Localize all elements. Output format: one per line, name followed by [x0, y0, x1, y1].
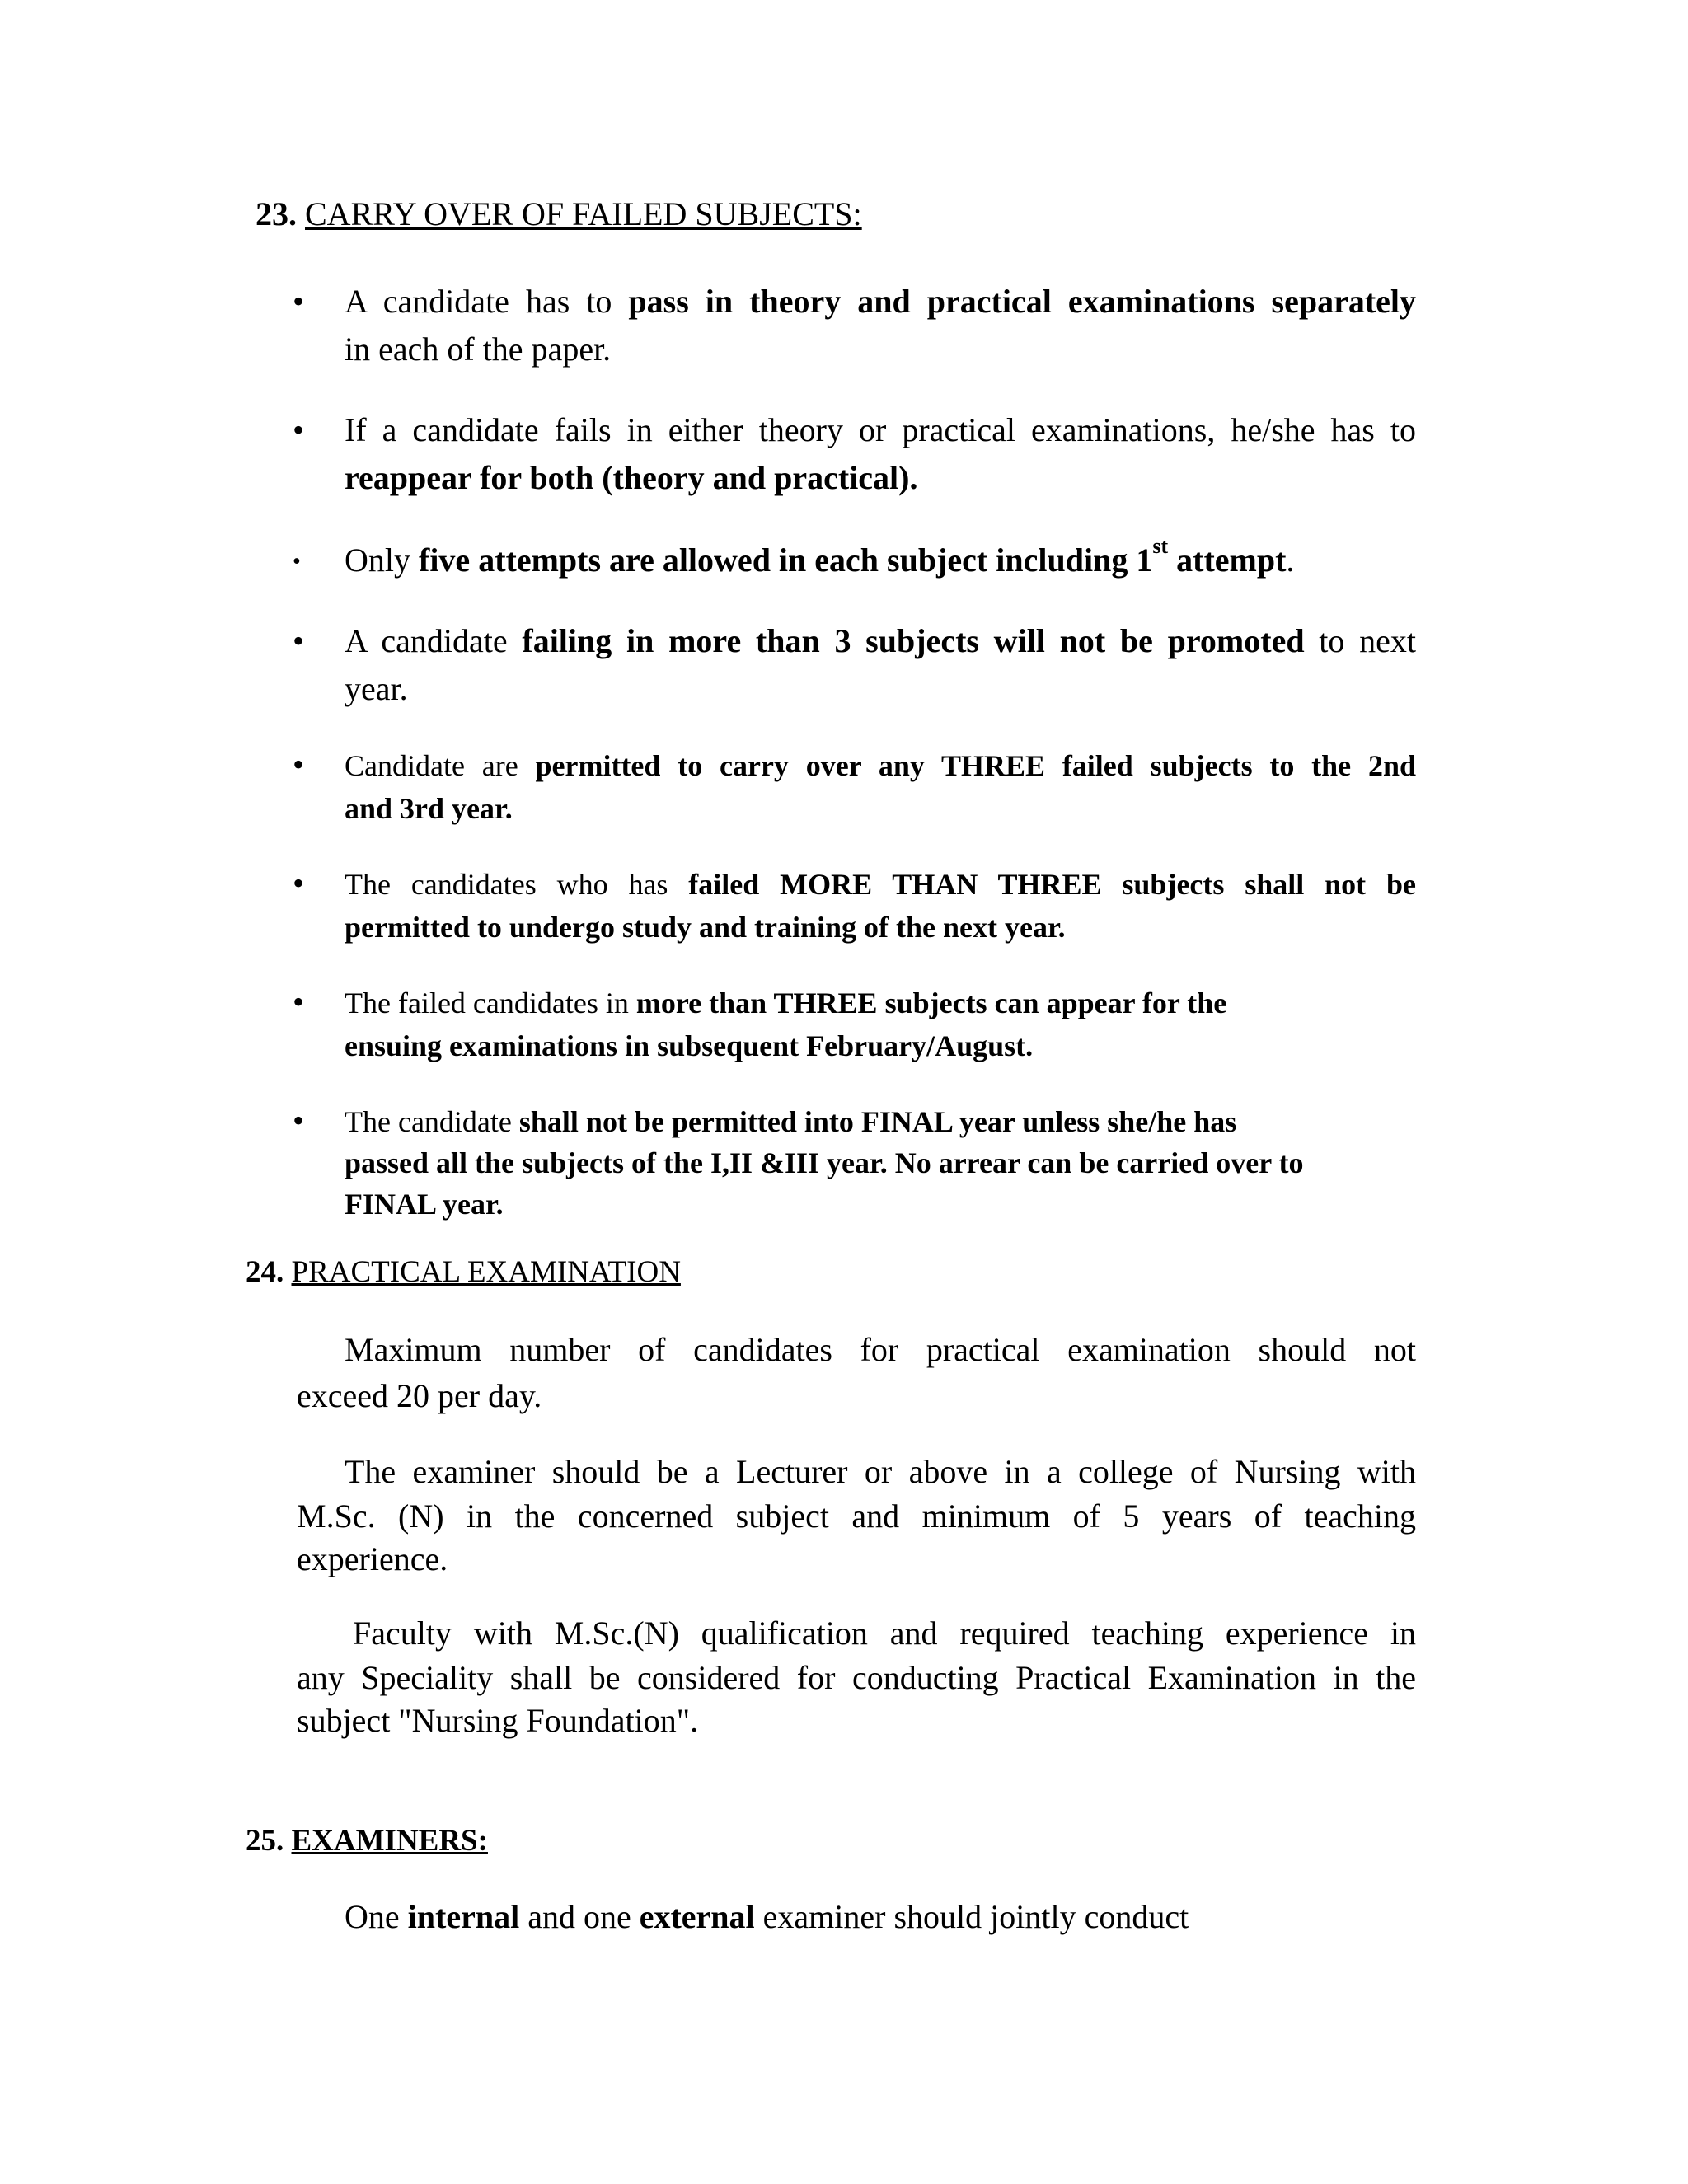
paragraph-line: The examiner should be a Lecturer or above in a college of Nursing with [345, 1453, 1416, 1490]
bullet-line [345, 534, 1416, 579]
paragraph-line: Maximum number of candidates for practical examination should not [345, 1331, 1416, 1368]
bullet-line [345, 910, 1416, 944]
bullet-line [345, 867, 1416, 902]
bullet-line [345, 1187, 1416, 1221]
bold-run: passed all the subjects of the I,II &III year. No arrear can be carried over to [345, 1146, 1304, 1179]
text-run: One [345, 1898, 408, 1935]
bold-run: five attempts are allowed in each subject including 1 [419, 541, 1153, 579]
text-run: The failed candidates in [345, 987, 636, 1019]
bullet-icon: • [293, 983, 305, 1020]
section-number: 24. [246, 1255, 284, 1289]
text-run: . [1286, 541, 1295, 579]
bullet-icon: • [293, 549, 301, 574]
text-run: A candidate has to [345, 283, 629, 320]
superscript: st [1152, 534, 1169, 558]
bold-run: more than THREE subjects can appear for the [635, 987, 1227, 1019]
bullet-line [345, 621, 1416, 660]
paragraph-line: M.Sc. (N) in the concerned subject and minimum of 5 years of teaching [297, 1497, 1416, 1535]
section-title: EXAMINERS: [291, 1824, 488, 1858]
bullet-line [345, 986, 1416, 1020]
text-run: A candidate [345, 622, 523, 659]
text-run: examiner should jointly conduct [754, 1898, 1189, 1935]
paragraph-line: exceed 20 per day. [297, 1377, 542, 1414]
bullet-line [345, 748, 1416, 783]
section-25-heading [246, 1821, 488, 1861]
bold-run: attempt [1168, 541, 1287, 579]
section-number: 25. [246, 1824, 284, 1858]
paragraph-line [345, 1897, 1416, 1936]
text-run: The candidate [345, 1105, 519, 1138]
text-run: year. [345, 670, 408, 707]
bullet-icon: • [293, 411, 305, 448]
bullet-line [345, 330, 1416, 368]
bold-run: shall not be permitted into FINAL year unless she/he has [518, 1105, 1237, 1138]
section-number: 23. [256, 195, 297, 232]
bullet-icon: • [293, 746, 305, 783]
bold-run: pass in theory and practical examinations separately [628, 283, 1417, 320]
bullet-line [345, 791, 1416, 826]
bold-run: internal [407, 1898, 520, 1935]
bold-run: reappear for both (theory and practical). [345, 459, 918, 496]
section-title: CARRY OVER OF FAILED SUBJECTS: [305, 195, 862, 232]
section-title: PRACTICAL EXAMINATION [291, 1255, 681, 1289]
text-run: Candidate are [345, 749, 536, 782]
paragraph-line: subject "Nursing Foundation". [297, 1702, 699, 1739]
bold-run: ensuing examinations in subsequent February/August. [345, 1029, 1034, 1062]
bold-run: permitted to undergo study and training of the next year. [345, 911, 1066, 944]
section-23-heading [256, 194, 862, 234]
text-run: to next [1304, 622, 1417, 659]
bullet-line [345, 1104, 1416, 1139]
text-run: in each of the paper. [345, 330, 612, 368]
bold-run: external [639, 1898, 755, 1935]
bullet-line [345, 410, 1416, 449]
bullet-line [345, 1029, 1416, 1063]
bullet-icon: • [293, 283, 305, 320]
bold-run: and 3rd year. [345, 792, 513, 825]
section-24-heading [246, 1253, 681, 1292]
bullet-icon: • [293, 1102, 305, 1139]
text-run: If a candidate fails in either theory or practical examinations, he/she has to [345, 411, 1416, 448]
bullet-line [345, 458, 1416, 497]
paragraph-line: experience. [297, 1540, 448, 1577]
bullet-line [345, 282, 1416, 321]
paragraph-line: Faculty with M.Sc.(N) qualification and required teaching experience in [353, 1615, 1416, 1652]
bullet-icon: • [293, 622, 305, 659]
text-run: The candidates who has [345, 868, 689, 901]
bold-run: permitted to carry over any THREE failed subjects to the 2nd [535, 749, 1416, 782]
bullet-line [345, 1146, 1416, 1180]
paragraph-line: any Speciality shall be considered for conducting Practical Examination in the [297, 1659, 1416, 1696]
text-run: and one [519, 1898, 640, 1935]
text-run: Only [345, 541, 419, 579]
bold-run: failed MORE THAN THREE subjects shall not be [688, 868, 1416, 901]
bullet-line [345, 669, 1416, 708]
bold-run: FINAL year. [345, 1188, 504, 1221]
bullet-icon: • [293, 865, 305, 902]
bold-run: failing in more than 3 subjects will not be promoted [522, 622, 1305, 659]
